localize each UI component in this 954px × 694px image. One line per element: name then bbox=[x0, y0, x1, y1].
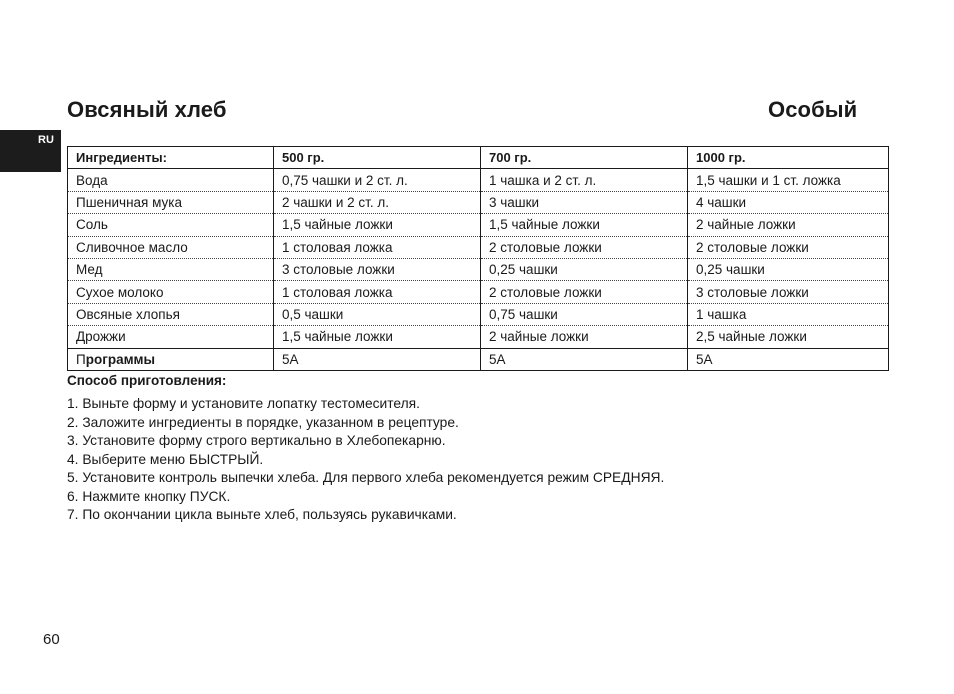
ingredient-name: Соль bbox=[68, 214, 274, 236]
ingredient-name: Вода bbox=[68, 169, 274, 191]
header-1000g: 1000 гр. bbox=[688, 147, 889, 169]
header-500g: 500 гр. bbox=[274, 147, 481, 169]
programs-label-initial: П bbox=[76, 351, 86, 367]
amount-500g: 2 чашки и 2 ст. л. bbox=[274, 191, 481, 213]
programs-label bbox=[68, 348, 274, 370]
page-number: 60 bbox=[43, 631, 60, 648]
amount-700g: 1 чашка и 2 ст. л. bbox=[481, 169, 688, 191]
amount-1000g: 2,5 чайные ложки bbox=[688, 326, 889, 348]
program-1000g: 5А bbox=[688, 348, 889, 370]
table-row bbox=[68, 303, 889, 325]
section-title: Особый bbox=[768, 97, 858, 122]
amount-1000g: 2 чайные ложки bbox=[688, 214, 889, 236]
amount-700g: 1,5 чайные ложки bbox=[481, 214, 688, 236]
ingredient-name: Дрожжи bbox=[76, 329, 126, 345]
ingredient-name: Овсяные хлопья bbox=[68, 303, 274, 325]
amount-500g: 1 столовая ложка bbox=[274, 236, 481, 258]
amount-500g: 0,5 чашки bbox=[274, 303, 481, 325]
method-step: 7. По окончании цикла выньте хлеб, пользуясь рукавичками. bbox=[67, 507, 457, 522]
amount-700g: 2 столовые ложки bbox=[481, 236, 688, 258]
amount-500g: 0,75 чашки и 2 ст. л. bbox=[274, 169, 481, 191]
method-title: Способ приготовления: bbox=[67, 373, 227, 388]
table-row bbox=[68, 281, 889, 303]
ingredients-table bbox=[67, 146, 889, 371]
method-step: 6. Нажмите кнопку ПУСК. bbox=[67, 488, 231, 504]
amount-700g: 3 чашки bbox=[481, 191, 688, 213]
method-step: 3. Установите форму строго вертикально в Хлебопекарню. bbox=[67, 433, 446, 448]
amount-700g: 0,75 чашки bbox=[481, 303, 688, 325]
program-700g: 5А bbox=[481, 348, 688, 370]
method-step: 4. Выберите меню БЫСТРЫЙ. bbox=[67, 451, 264, 467]
ingredient-name: Пшеничная мука bbox=[68, 191, 274, 213]
table-row bbox=[68, 191, 889, 213]
table-row bbox=[68, 236, 889, 258]
recipe-title: Овсяный хлеб bbox=[67, 97, 227, 122]
table-row bbox=[68, 326, 889, 348]
ingredient-name: Мед bbox=[68, 258, 274, 280]
ingredient-name: Сухое молоко bbox=[68, 281, 274, 303]
amount-500g: 3 столовые ложки bbox=[274, 258, 481, 280]
amount-1000g: 3 столовые ложки bbox=[688, 281, 889, 303]
amount-500g: 1,5 чайные ложки bbox=[274, 214, 481, 236]
method-steps bbox=[67, 395, 664, 525]
programs-row bbox=[68, 348, 889, 370]
amount-500g: 1 столовая ложка bbox=[274, 281, 481, 303]
header-ingredients: Ингредиенты: bbox=[68, 147, 274, 169]
amount-1000g: 2 столовые ложки bbox=[688, 236, 889, 258]
amount-1000g: 1,5 чашки и 1 ст. ложка bbox=[688, 169, 889, 191]
table-header-row bbox=[68, 147, 889, 169]
amount-700g: 2 чайные ложки bbox=[481, 326, 688, 348]
method-step: 1. Выньте форму и установите лопатку тестомесителя. bbox=[67, 396, 420, 411]
table-row bbox=[68, 169, 889, 191]
amount-500g: 1,5 чайные ложки bbox=[274, 326, 481, 348]
method-step: 2. Заложите ингредиенты в порядке, указанном в рецептуре. bbox=[67, 414, 459, 430]
amount-1000g: 4 чашки bbox=[688, 191, 889, 213]
header-700g: 700 гр. bbox=[481, 147, 688, 169]
ingredient-name: Сливочное масло bbox=[68, 236, 274, 258]
programs-label-rest: рограммы bbox=[85, 351, 156, 367]
amount-1000g: 0,25 чашки bbox=[688, 258, 889, 280]
amount-1000g: 1 чашка bbox=[688, 303, 889, 325]
amount-700g: 0,25 чашки bbox=[481, 258, 688, 280]
table-row bbox=[68, 258, 889, 280]
amount-700g: 2 столовые ложки bbox=[481, 281, 688, 303]
method-step: 5. Установите контроль выпечки хлеба. Для первого хлеба рекомендуется режим СРЕДНЯЯ. bbox=[67, 470, 665, 485]
language-tab: RU bbox=[0, 130, 61, 172]
program-500g: 5А bbox=[274, 348, 481, 370]
table-row bbox=[68, 214, 889, 236]
